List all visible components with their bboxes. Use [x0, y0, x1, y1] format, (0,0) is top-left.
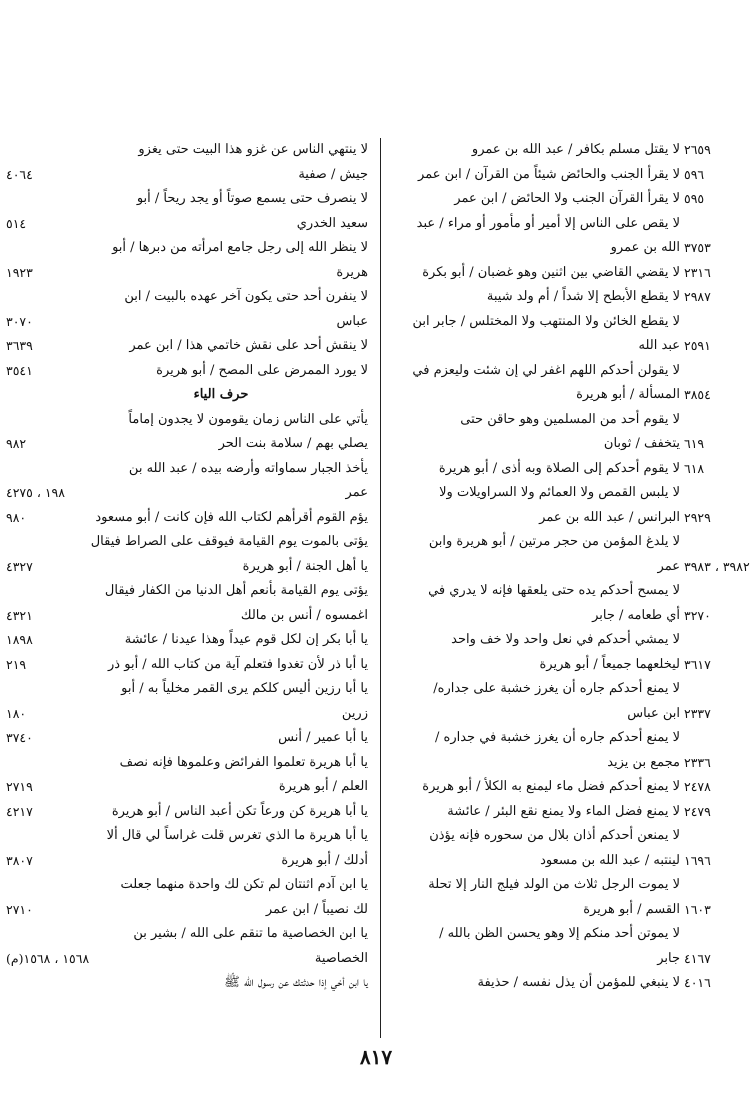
- index-entry: [388, 653, 736, 678]
- entry-number: ٢٤٧٩: [684, 803, 711, 819]
- entry-number: ٥٩٦: [684, 166, 705, 182]
- index-entry: [68, 457, 374, 482]
- entry-number: ٢٩٨٧: [684, 289, 711, 304]
- index-entry: [6, 334, 374, 359]
- entry-text: يتخفف / ثوبان: [603, 436, 680, 451]
- entry-text: لا يمنع أحدكم فضل ماء ليمنع به الكلأ / أبو هريرة: [422, 779, 680, 794]
- entry-number: ٣٦٣٩: [6, 338, 33, 353]
- entry-text: لا يمنع أحدكم جاره أن يغرز خشبة في جداره /: [435, 730, 680, 745]
- index-entry: [68, 677, 374, 702]
- entry-text: يصلي بهم / سلامة بنت الحر: [218, 436, 368, 451]
- index-entry: [68, 530, 374, 555]
- entry-text: هريرة: [336, 264, 368, 280]
- entry-text: لا يلدغ المؤمن من حجر مرتين / أبو هريرة وابن: [428, 534, 680, 549]
- entry-number: ٣٢٧٠: [684, 607, 711, 623]
- entry-number: ١٩٨ ، ٤٢٧٥: [6, 485, 65, 500]
- index-entry: [388, 628, 736, 653]
- index-entry: [388, 579, 736, 604]
- entry-number: ٦١٩: [684, 436, 705, 451]
- entry-number: ٤٠٦٤: [6, 166, 33, 182]
- entry-text: لا يموتن أحد منكم إلا وهو يحسن الظن بالله /: [439, 926, 680, 941]
- index-entry: [388, 849, 736, 874]
- page-number: ٨١٧: [359, 1045, 393, 1069]
- entry-text: لا يمنع فضل الماء ولا يمنع نقع البئر / عائشة: [447, 803, 680, 819]
- entry-text: يا أبا هريرة كن ورعاً تكن أعبد الناس / أبو هريرة: [111, 803, 368, 819]
- entry-text: يا أبا هريرة ما الذي تغرس قلت غراساً لي قال ألا: [106, 828, 368, 843]
- index-entry: [388, 359, 736, 384]
- entry-text: لا يمسح أحدكم يده حتى يلعقها فإنه لا يدري في: [428, 583, 680, 598]
- entry-text: الله بن عمرو: [610, 240, 680, 255]
- left-column: [6, 138, 374, 996]
- entry-number: ١٦٩٦: [684, 852, 711, 868]
- entry-text: لا ينفرن أحد حتى يكون آخر عهده بالبيت / ابن: [124, 289, 368, 304]
- entry-number: ٤٣٢١: [6, 607, 33, 623]
- entry-text: يا أبا رزين أليس كلكم يرى القمر مخلياً به / أبو: [121, 681, 368, 696]
- entry-number: ٣٨٥٤: [684, 387, 711, 402]
- entry-number: ١٩٢٣: [6, 264, 33, 280]
- index-entry: [388, 138, 736, 163]
- entry-number: ٥١٤: [6, 215, 27, 231]
- entry-number: ٦١٨: [684, 460, 705, 476]
- index-entry: [6, 604, 374, 629]
- entry-text: البرانس / عبد الله بن عمر: [539, 509, 680, 525]
- index-entry: [388, 702, 736, 727]
- entry-text: لا يقطع الخائن ولا المنتهب ولا المختلس / جابر ابن: [412, 313, 680, 329]
- index-entry: [388, 726, 736, 751]
- entry-text: سعيد الخدري: [296, 215, 368, 231]
- entry-text: لا ينبغي للمؤمن أن يذل نفسه / حذيفة: [477, 975, 680, 990]
- entry-text: يؤم القوم أقرأهم لكتاب الله فإن كانت / أبو مسعود: [95, 509, 368, 525]
- index-entry: [68, 187, 374, 212]
- entry-text: لا ينصرف حتى يسمع صوتاً أو يجد ريحاً / أبو: [136, 191, 368, 206]
- section-heading-text: حرف الياء: [193, 387, 249, 402]
- index-entry: [68, 751, 374, 776]
- entry-text: ابن عباس: [627, 705, 680, 721]
- entry-number: ٢٥٩١: [684, 338, 711, 353]
- entry-text: الخصاصية: [314, 950, 368, 966]
- entry-number: ٣٧٥٣: [684, 240, 711, 255]
- index-entry: [68, 971, 374, 996]
- entry-text: لا يورد الممرض على المصح / أبو هريرة: [156, 362, 368, 378]
- entry-text: يا أبا عمير / أنس: [278, 730, 368, 745]
- index-entry: [388, 212, 736, 237]
- index-entry: [388, 310, 736, 335]
- entry-text: عمر: [345, 485, 368, 500]
- entry-text: يؤتى بالموت يوم القيامة فيوقف على الصراط فيقال: [90, 534, 368, 549]
- index-entry: [68, 922, 374, 947]
- entry-text: يا أبا هريرة تعلموا الفرائض وعلموها فإنه نصف: [119, 754, 368, 770]
- entry-number: ٣٧٤٠: [6, 730, 33, 745]
- entry-text: لا ينتهي الناس عن غزو هذا البيت حتى يغزو: [138, 142, 368, 157]
- index-entry: [388, 285, 736, 310]
- index-entry: [6, 261, 374, 286]
- index-entry: [388, 947, 736, 972]
- right-column: [388, 138, 750, 996]
- entry-text: لا يمنع أحدكم جاره أن يغرز خشبة على جداره/: [433, 681, 680, 696]
- entry-text: اغمسوه / أنس بن مالك: [240, 607, 368, 623]
- entry-text: زرين: [341, 705, 368, 721]
- entry-text: يا أبا ذر لأن تغدوا فتعلم آية من كتاب الله / أبو ذر: [108, 656, 368, 672]
- index-entry: [388, 800, 736, 825]
- entry-number: ٩٨٢: [6, 436, 27, 451]
- entry-text: جابر: [657, 950, 680, 966]
- index-entry: [6, 947, 374, 972]
- entry-text: لا يقتل مسلم بكافر / عبد الله بن عمرو: [471, 142, 680, 157]
- entry-text: يؤتى يوم القيامة بأنعم أهل الدنيا من الكفار فيقال: [104, 583, 368, 598]
- index-entry: [388, 555, 750, 580]
- index-entry: [68, 408, 374, 433]
- entry-text: يا أبا بكر إن لكل قوم عيداً وهذا عيدنا / عائشة: [124, 632, 368, 647]
- entry-text: لا يقطع الأبطح إلا شداً / أم ولد شيبة: [486, 289, 680, 304]
- index-entry: [388, 481, 736, 506]
- index-entry: [6, 359, 374, 384]
- index-entry: [6, 310, 374, 335]
- entry-text: لا يمنعن أحدكم أذان بلال من سحوره فإنه يؤذن: [429, 828, 680, 843]
- entry-number: ٣٨٠٧: [6, 852, 33, 868]
- entry-text: يا ابن الخصاصية ما تنقم على الله / بشير بن: [133, 926, 368, 941]
- index-entry: [6, 481, 374, 506]
- entry-text: أي طعامه / جابر: [592, 607, 680, 623]
- entry-number: ٢٧١٠: [6, 901, 33, 917]
- entry-text: لا يقص على الناس إلا أمير أو مأمور أو مراء / عبد: [416, 215, 680, 231]
- entry-text: لينتبه / عبد الله بن مسعود: [540, 852, 680, 868]
- entry-number: ٣٥٤١: [6, 362, 33, 378]
- entry-number: ٣٩٨٢ ، ٣٩٨٣: [684, 558, 750, 574]
- section-heading: [68, 383, 374, 408]
- entry-text: يا ابن آدم اثنتان لم تكن لك واحدة منهما جعلت: [120, 877, 368, 892]
- index-entry: [388, 898, 736, 923]
- index-entry: [388, 261, 736, 286]
- entry-text: لا يموت الرجل ثلاث من الولد فيلج النار إلا تحلة: [428, 877, 680, 892]
- entry-number: ١٨٩٨: [6, 632, 33, 647]
- index-entry: [6, 506, 374, 531]
- entry-text: جيش / صفية: [298, 166, 368, 182]
- index-entry: [388, 971, 736, 996]
- entry-number: ١٨٠: [6, 705, 27, 721]
- index-entry: [388, 677, 736, 702]
- entry-text: ليخلعهما جميعاً / أبو هريرة: [539, 656, 680, 672]
- index-entry: [388, 163, 736, 188]
- entry-number: ٥٩٥: [684, 191, 705, 206]
- index-entry: [68, 138, 374, 163]
- index-entry: [388, 824, 736, 849]
- entry-number: ٢٩٢٩: [684, 509, 711, 525]
- entry-text: لا يقرأ الجنب والحائض شيئاً من القرآن / ابن عمر: [418, 166, 680, 182]
- entry-text: يأتي على الناس زمان يقومون لا يجدون إماماً: [128, 411, 368, 427]
- entry-number: ٢٣١٦: [684, 264, 711, 280]
- entry-number: ٤٣٢٧: [6, 558, 33, 574]
- index-entry: [6, 800, 374, 825]
- index-entry: [388, 457, 736, 482]
- entry-text: لك نصيباً / ابن عمر: [265, 901, 368, 917]
- index-entry: [388, 604, 736, 629]
- column-divider: [380, 138, 381, 1038]
- entry-number: ٤١٦٧: [684, 950, 711, 966]
- entry-text: لا يقضي القاضي بين اثنين وهو غضبان / أبو بكرة: [422, 264, 680, 280]
- entry-number: ٣٠٧٠: [6, 313, 33, 329]
- index-entry: [388, 432, 736, 457]
- index-entry: [6, 163, 374, 188]
- entry-number: ٣٦١٧: [684, 656, 711, 672]
- entry-text: مجمع بن يزيد: [607, 754, 680, 770]
- index-entry: [388, 334, 736, 359]
- entry-text: لا ينقش أحد على نقش خاتمي هذا / ابن عمر: [129, 338, 368, 353]
- index-entry: [388, 383, 736, 408]
- entry-number: ١٦٠٣: [684, 901, 711, 917]
- entry-text: لا يقوم أحدكم إلى الصلاة وبه أذى / أبو هريرة: [438, 460, 680, 476]
- index-entry: [6, 702, 374, 727]
- entry-number: ٢٣٣٧: [684, 705, 711, 721]
- entry-number: ٢٤٧٨: [684, 779, 711, 794]
- entry-text: عباس: [336, 313, 368, 329]
- entry-number: ٢٣٣٦: [684, 754, 711, 770]
- index-entry: [6, 775, 374, 800]
- index-entry: [388, 530, 736, 555]
- entry-number: ٢٧١٩: [6, 779, 33, 794]
- entry-text: أدلك / أبو هريرة: [281, 852, 368, 868]
- index-entry: [6, 726, 374, 751]
- entry-text: لا ينظر الله إلى رجل جامع امرأته من دبرها / أبو: [112, 240, 368, 255]
- index-entry: [388, 873, 736, 898]
- entry-text: عمر: [657, 558, 680, 574]
- index-entry: [68, 579, 374, 604]
- entry-text: يا أهل الجنة / أبو هريرة: [242, 558, 368, 574]
- index-entry: [388, 408, 736, 433]
- index-entry: [388, 775, 736, 800]
- index-entry: [388, 236, 736, 261]
- entry-text: عبد الله: [638, 338, 680, 353]
- index-entry: [6, 628, 374, 653]
- entry-number: ٢١٩: [6, 656, 27, 672]
- index-entry: [68, 873, 374, 898]
- entry-text: لا يقوم أحد من المسلمين وهو حاقن حتى: [460, 411, 680, 427]
- index-entry: [68, 824, 374, 849]
- entry-text: لا يقرأ القرآن الجنب ولا الحائض / ابن عمر: [454, 191, 680, 206]
- index-entry: [388, 922, 736, 947]
- entry-text: يا ابن أخي إذا حدثتك عن رسول الله ﷺ: [224, 975, 368, 990]
- entry-number: ١٥٦٨ ، ١٥٦٨(م): [6, 950, 90, 966]
- index-entry: [388, 751, 736, 776]
- entry-text: القسم / أبو هريرة: [583, 901, 680, 917]
- entry-text: لا يقولن أحدكم اللهم اغفر لي إن شئت وليعزم في: [412, 362, 680, 378]
- entry-text: المسألة / أبو هريرة: [576, 387, 680, 402]
- index-entry: [6, 555, 374, 580]
- index-entry: [388, 506, 736, 531]
- entry-number: ٤٢١٧: [6, 803, 33, 819]
- entry-number: ٢٦٥٩: [684, 142, 711, 157]
- index-entry: [6, 898, 374, 923]
- index-entry: [6, 653, 374, 678]
- entry-text: يأخذ الجبار سماواته وأرضه بيده / عبد الله بن: [128, 460, 368, 476]
- entry-number: ٤٠١٦: [684, 975, 711, 990]
- entry-text: العلم / أبو هريرة: [278, 779, 368, 794]
- entry-number: ٩٨٠: [6, 509, 27, 525]
- index-entry: [6, 849, 374, 874]
- index-entry: [68, 236, 374, 261]
- index-entry: [388, 187, 736, 212]
- index-entry: [6, 212, 374, 237]
- entry-text: لا يلبس القمص ولا العمائم ولا السراويلات ولا: [439, 485, 680, 500]
- entry-text: لا يمشي أحدكم في نعل واحد ولا خف واحد: [451, 632, 680, 647]
- index-entry: [68, 285, 374, 310]
- index-entry: [6, 432, 374, 457]
